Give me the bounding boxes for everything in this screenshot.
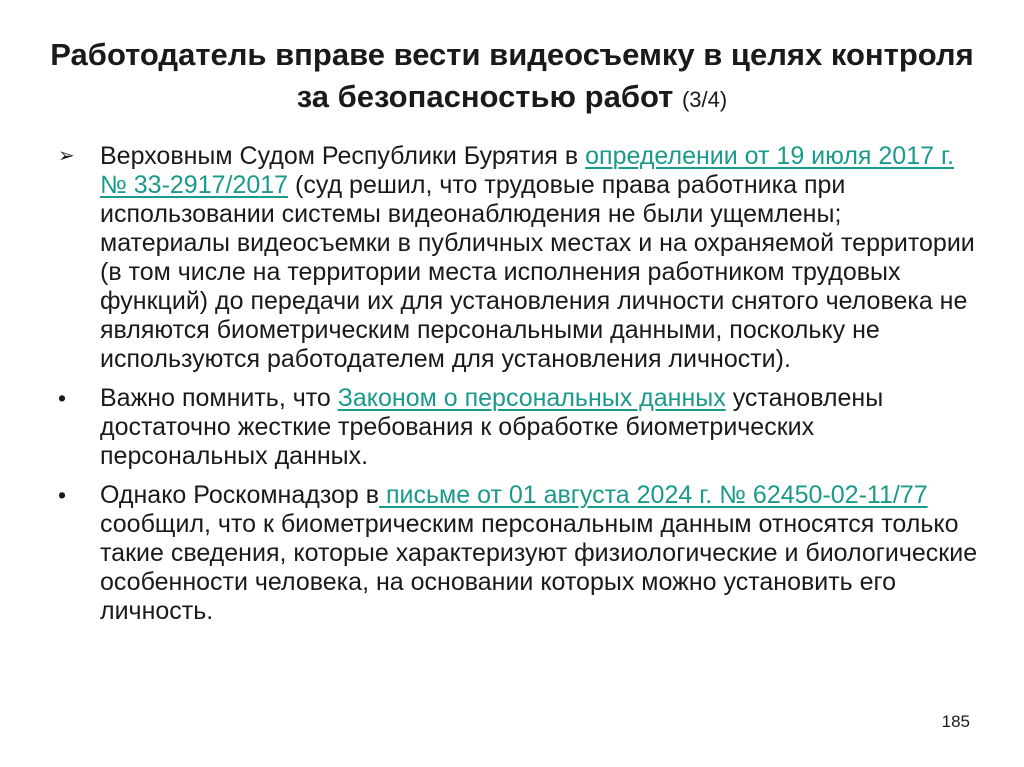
slide-content xyxy=(58,142,978,636)
item-text-before: Верховным Судом Республики Бурятия в xyxy=(100,142,586,170)
item-text-after: (суд решил, что трудовые права работника при использовании системы видеонаблюдения не были ущемлены; материалы видеосъемки в публичных местах и на охраняемой территории (в том числе на территории места исполнения работником трудовых функций) до передачи их для установления личности снятого человека не являются биометрическим персональными данными, поскольку не используются работодателем для установления личности). xyxy=(100,171,975,373)
item-text-before: Важно помнить, что xyxy=(100,384,338,412)
item-text-after: установлены достаточно жесткие требования к обработке биометрических персональных данных. xyxy=(100,384,884,470)
list-item-personal-data-law xyxy=(58,384,978,471)
slide-title-part-indicator: (3/4) xyxy=(681,87,728,112)
slide-title-main: Работодатель вправе вести видеосъемку в целях контроля за безопасностью работ xyxy=(50,37,974,114)
page-number: 185 xyxy=(941,712,970,731)
roskomnadzor-letter-link[interactable]: письме от 01 августа 2024 г. № 62450-02-11/77 xyxy=(379,481,928,509)
list-item-court-ruling xyxy=(58,142,978,374)
dot-bullet-icon: • xyxy=(58,385,67,411)
list-item-roskomnadzor-letter xyxy=(58,481,978,626)
dot-bullet-icon: • xyxy=(58,482,67,508)
item-text-before: Однако Роскомнадзор в xyxy=(100,481,380,509)
personal-data-law-link[interactable]: Законом о персональных данных xyxy=(337,384,726,412)
item-text-after: сообщил, что к биометрическим персональным данным относятся только такие сведения, которые характеризуют физиологические и биологические особенности человека, на основании которых можно установить его личность. xyxy=(100,510,978,625)
slide-title xyxy=(40,34,984,121)
arrow-bullet-icon: ➢ xyxy=(58,145,75,167)
court-ruling-link[interactable]: определении от 19 июля 2017 г. № 33-2917/2017 xyxy=(100,142,954,199)
